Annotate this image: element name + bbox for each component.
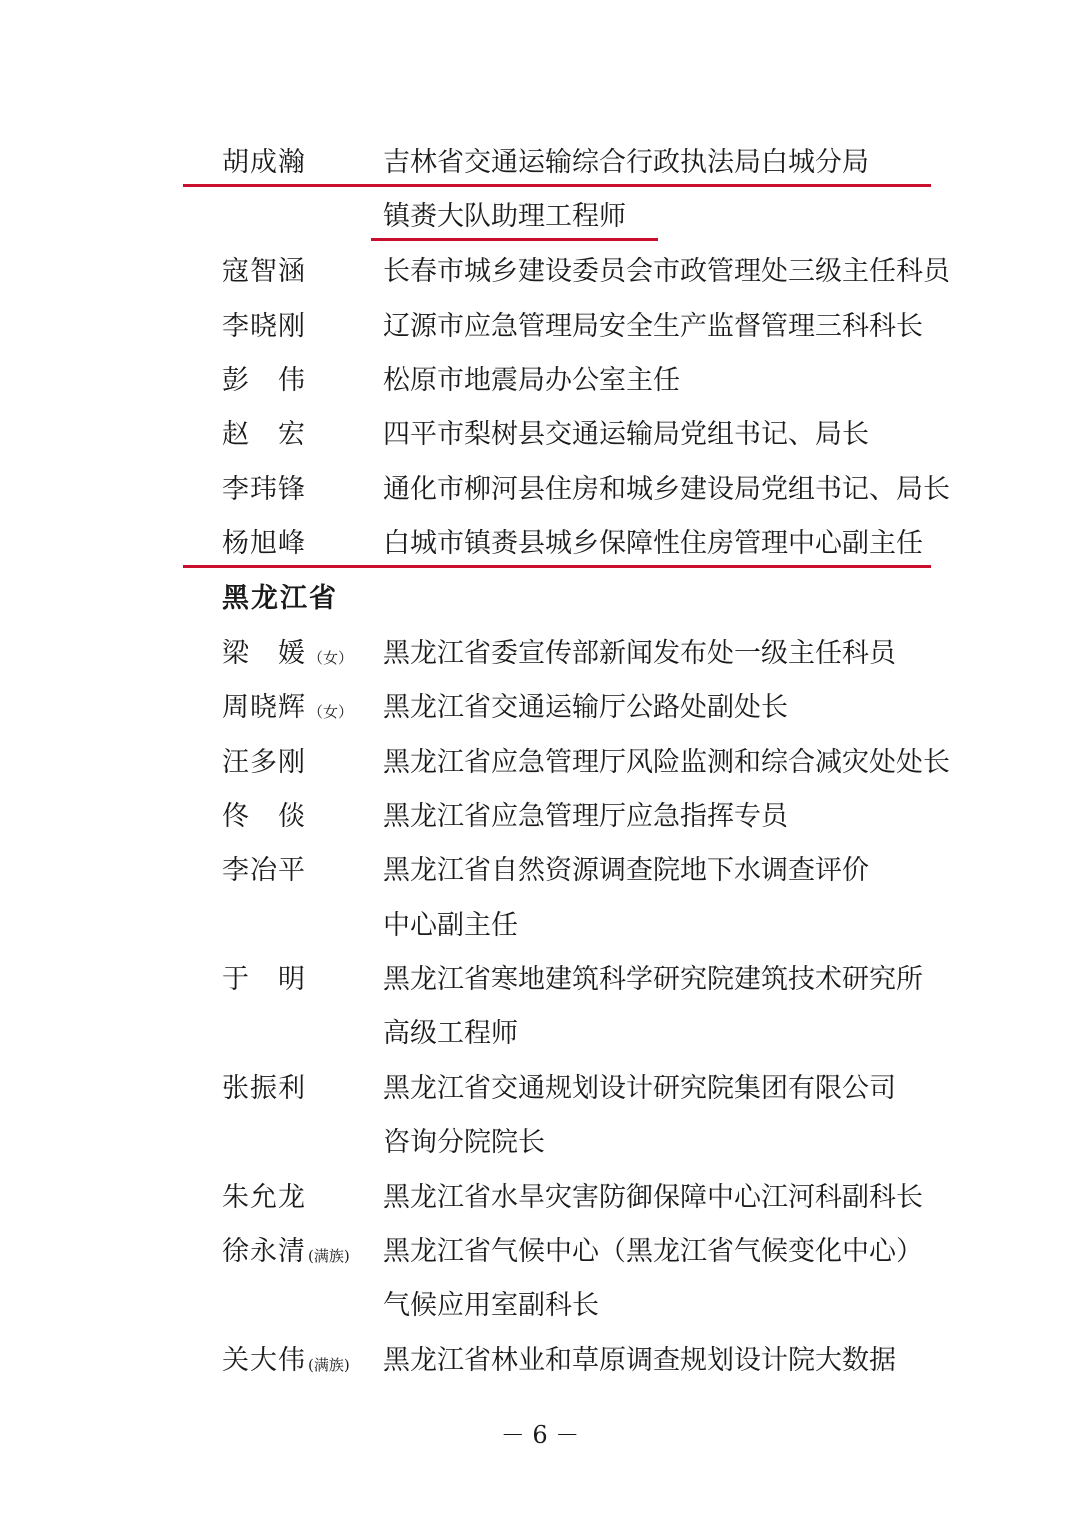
list-item [0, 245, 1080, 299]
person-name: 赵 宏 [222, 419, 306, 450]
position-line: 黑龙江省委宣传部新闻发布处一级主任科员 [383, 638, 896, 669]
list-item [0, 300, 1080, 354]
position-line: 咨询分院院长 [383, 1127, 545, 1158]
position-line: 黑龙江省寒地建筑科学研究院建筑技术研究所 [383, 964, 923, 995]
person-name: 杨旭峰 [222, 528, 306, 559]
person-name: 李玮锋 [222, 474, 306, 505]
position-line: 黑龙江省林业和草原调查规划设计院大数据 [383, 1345, 896, 1376]
list-item-continuation [0, 1116, 1080, 1170]
red-underline [371, 238, 658, 241]
person-name: 佟 倓 [222, 801, 306, 832]
person-name: 汪多刚 [222, 747, 306, 778]
page-number: － 6 － [500, 1421, 580, 1449]
list-item [0, 1171, 1080, 1225]
position-line: 气候应用室副科长 [383, 1290, 599, 1321]
list-item [0, 681, 1080, 735]
list-item [0, 736, 1080, 790]
position-line: 四平市梨树县交通运输局党组书记、局长 [383, 419, 869, 450]
person-name: 于 明 [222, 964, 306, 995]
position-line: 长春市城乡建设委员会市政管理处三级主任科员 [383, 256, 950, 287]
list-item-continuation [0, 1279, 1080, 1333]
position-line: 吉林省交通运输综合行政执法局白城分局 [383, 147, 869, 178]
person-name: 周晓辉 （女） [222, 692, 354, 723]
person-name: 张振利 [222, 1073, 306, 1104]
list-item [0, 463, 1080, 517]
person-name: 朱允龙 [222, 1182, 306, 1213]
list-item [0, 1225, 1080, 1279]
list-item-continuation [0, 1007, 1080, 1061]
position-line: 黑龙江省交通运输厅公路处副处长 [383, 692, 788, 723]
position-line: 通化市柳河县住房和城乡建设局党组书记、局长 [383, 474, 950, 505]
position-line: 白城市镇赉县城乡保障性住房管理中心副主任 [383, 528, 923, 559]
person-name: 寇智涵 [222, 256, 306, 287]
position-line: 镇赉大队助理工程师 [383, 201, 626, 232]
list-item [0, 627, 1080, 681]
position-line: 黑龙江省水旱灾害防御保障中心江河科副科长 [383, 1182, 923, 1213]
ethnicity-note: (满族) [308, 1356, 350, 1374]
position-line: 松原市地震局办公室主任 [383, 365, 680, 396]
person-name: 关大伟 (满族) [222, 1345, 350, 1376]
position-line: 黑龙江省应急管理厅应急指挥专员 [383, 801, 788, 832]
person-name: 李冶平 [222, 855, 306, 886]
ethnicity-note: (满族) [308, 1247, 350, 1265]
position-line: 辽源市应急管理局安全生产监督管理三科科长 [383, 311, 923, 342]
red-underline [183, 565, 931, 568]
list-item [0, 136, 1080, 190]
list-item [0, 517, 1080, 571]
list-item [0, 790, 1080, 844]
list-item-continuation [0, 190, 1080, 244]
red-underline [183, 184, 931, 187]
person-name: 胡成瀚 [222, 147, 306, 178]
list-item [0, 354, 1080, 408]
person-name: 李晓刚 [222, 311, 306, 342]
position-line: 高级工程师 [383, 1018, 518, 1049]
list-item [0, 1334, 1080, 1388]
list-item [0, 1062, 1080, 1116]
list-item [0, 953, 1080, 1007]
list-item-continuation [0, 899, 1080, 953]
section-title: 黑龙江省 [222, 583, 338, 614]
gender-note: （女） [308, 703, 354, 721]
gender-note: （女） [308, 649, 354, 667]
person-name: 彭 伟 [222, 365, 306, 396]
person-name: 徐永清 (满族) [222, 1236, 350, 1267]
position-line: 黑龙江省应急管理厅风险监测和综合减灾处处长 [383, 747, 950, 778]
position-line: 黑龙江省自然资源调查院地下水调查评价 [383, 855, 869, 886]
position-line: 黑龙江省气候中心（黑龙江省气候变化中心） [383, 1236, 923, 1267]
list-item [0, 408, 1080, 462]
person-name: 梁 媛 （女） [222, 638, 354, 669]
list-item [0, 844, 1080, 898]
position-line: 黑龙江省交通规划设计研究院集团有限公司 [383, 1073, 896, 1104]
position-line: 中心副主任 [383, 910, 518, 941]
